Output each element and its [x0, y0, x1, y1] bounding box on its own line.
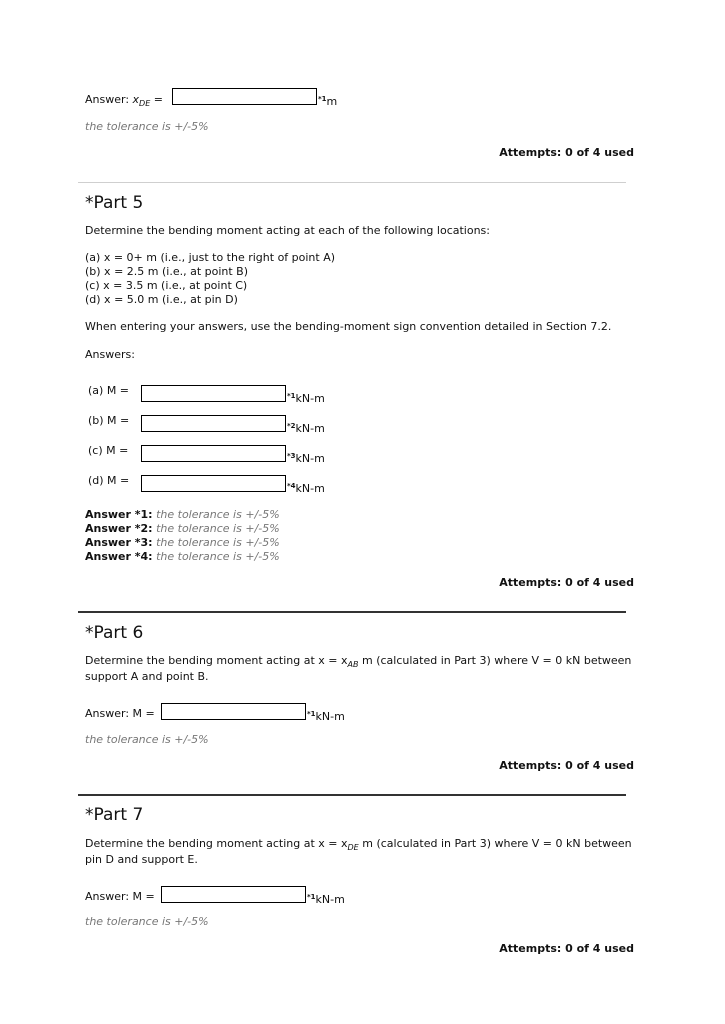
part5-convention: When entering your answers, use the bending-moment sign convention detailed in Section 7.2. — [85, 320, 612, 333]
p4-attempts: Attempts: 0 of 4 used — [499, 146, 634, 159]
part6-tolerance: the tolerance is +/-5% — [85, 733, 209, 746]
location-d: (d) x = 5.0 m (i.e., at pin D) — [85, 293, 238, 306]
part5-locations — [85, 251, 335, 307]
part6-prompt: Determine the bending moment acting at $x = x_{AB}$ m (calculated in Part 3) where V = 0 kN between — [85, 654, 632, 670]
part6-attempts: Attempts: 0 of 4 used — [499, 759, 634, 772]
part7-prompt-line2: pin D and support E. — [85, 853, 198, 866]
divider — [78, 611, 626, 613]
part7-prompt: Determine the bending moment acting at $x = x_{DE}$ m (calculated in Part 3) where V = 0 kN between — [85, 837, 632, 853]
part7-unit: $^{*1}$kN-m — [307, 893, 345, 906]
p4-unit: $^{*1}$m — [318, 95, 338, 108]
part5-unit-a: $^{*1}$kN-m — [287, 392, 325, 405]
part6-unit: $^{*1}$kN-m — [307, 710, 345, 723]
part5-unit-b: $^{*2}$kN-m — [287, 422, 325, 435]
part5-answers-label: Answers: — [85, 348, 135, 361]
part7-answer-input[interactable] — [161, 886, 306, 903]
part5-unit-d: $^{*4}$kN-m — [287, 482, 325, 495]
part7-answer-label: Answer: M = — [85, 890, 155, 903]
part5-attempts: Attempts: 0 of 4 used — [499, 576, 634, 589]
part6-title: *Part 6 — [85, 623, 144, 643]
part7-tolerance: the tolerance is +/-5% — [85, 915, 209, 928]
p4-tolerance: the tolerance is +/-5% — [85, 120, 209, 133]
part5-label-c: (c) M = — [88, 444, 129, 457]
part5-input-d[interactable] — [141, 475, 286, 492]
location-c: (c) x = 3.5 m (i.e., at point C) — [85, 279, 248, 292]
part5-label-b: (b) M = — [88, 414, 130, 427]
divider — [78, 794, 626, 796]
part5-tolerance-list: Answer *1: the tolerance is +/-5% Answer *2: the tolerance is +/-5% Answer *3: the tolerance is +/-5% Answer *4: the tolerance is +/-5% — [85, 508, 280, 563]
location-b: (b) x = 2.5 m (i.e., at point B) — [85, 265, 249, 278]
part6-prompt-line2: support A and point B. — [85, 670, 209, 683]
part7-attempts: Attempts: 0 of 4 used — [499, 942, 634, 955]
part7-title: *Part 7 — [85, 805, 144, 825]
part6-answer-label: Answer: M = — [85, 707, 155, 720]
part5-title: *Part 5 — [85, 193, 144, 213]
part5-unit-c: $^{*3}$kN-m — [287, 452, 325, 465]
part5-input-c[interactable] — [141, 445, 286, 462]
p4-answer-label: Answer: $x_{DE}$ = — [85, 93, 163, 109]
part6-answer-input[interactable] — [161, 703, 306, 720]
divider — [78, 182, 626, 183]
part5-input-a[interactable] — [141, 385, 286, 402]
part5-label-d: (d) M = — [88, 474, 130, 487]
part5-label-a: (a) M = — [88, 384, 130, 397]
p4-answer-input[interactable] — [172, 88, 317, 105]
location-a: (a) x = 0+ m (i.e., just to the right of point A) — [85, 251, 336, 264]
part5-input-b[interactable] — [141, 415, 286, 432]
part5-prompt: Determine the bending moment acting at each of the following locations: — [85, 224, 490, 237]
